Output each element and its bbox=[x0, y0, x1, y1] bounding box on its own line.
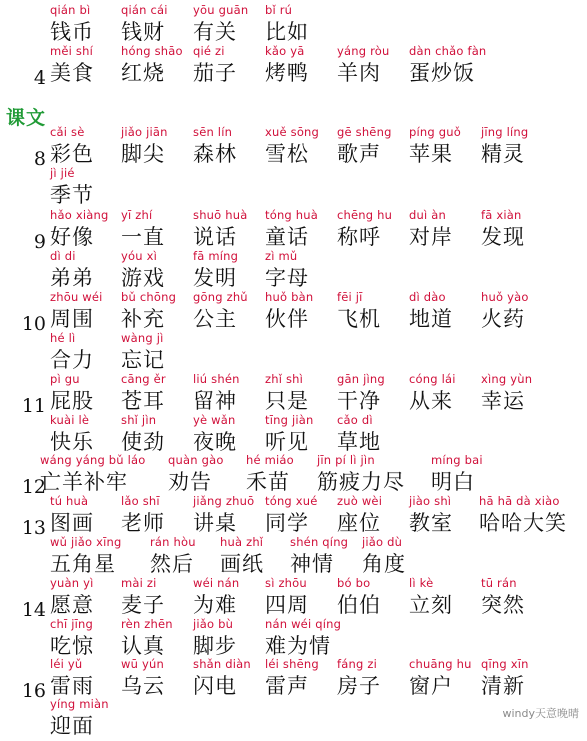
pinyin-label: fā xiàn bbox=[481, 208, 522, 222]
hanzi-word: 难为情 bbox=[265, 634, 331, 658]
pinyin-label: gān jìng bbox=[337, 372, 385, 386]
hanzi-word: 教室 bbox=[409, 511, 453, 535]
pinyin-label: kǎo yā bbox=[265, 44, 305, 58]
word-line bbox=[0, 657, 587, 701]
pinyin-label: qián cái bbox=[121, 3, 168, 17]
vocab-word bbox=[481, 208, 525, 250]
hanzi-word: 同学 bbox=[265, 511, 309, 535]
pinyin-label: hǎo xiàng bbox=[50, 208, 109, 222]
pinyin-label: sēn lín bbox=[193, 125, 233, 139]
pinyin-label: wǔ jiǎo xīng bbox=[50, 535, 122, 549]
vocab-word bbox=[50, 208, 108, 250]
vocab-word bbox=[50, 331, 94, 373]
pinyin-label: míng bai bbox=[431, 453, 483, 467]
vocab-word bbox=[121, 617, 173, 659]
lesson-number: 10 bbox=[21, 313, 46, 335]
hanzi-word: 苍耳 bbox=[121, 389, 165, 413]
hanzi-word: 合力 bbox=[50, 348, 94, 372]
hanzi-word: 脚尖 bbox=[121, 142, 165, 166]
vocab-word bbox=[409, 125, 461, 167]
pinyin-label: pì gu bbox=[50, 372, 80, 386]
vocab-word bbox=[50, 576, 94, 618]
vocab-word bbox=[50, 249, 94, 291]
pinyin-label: jiào shì bbox=[409, 494, 452, 508]
pinyin-label: fā míng bbox=[193, 249, 239, 263]
pinyin-label: zì mǔ bbox=[265, 249, 298, 263]
lesson-number: 14 bbox=[21, 599, 46, 621]
pinyin-label: shǐ jìn bbox=[121, 413, 157, 427]
pinyin-label: lì kè bbox=[409, 576, 434, 590]
hanzi-word: 羊肉 bbox=[337, 61, 381, 85]
hanzi-word: 座位 bbox=[337, 511, 381, 535]
hanzi-word: 明白 bbox=[431, 470, 475, 494]
pinyin-label: jiǎo bù bbox=[193, 617, 234, 631]
pinyin-label: wéi nán bbox=[193, 576, 240, 590]
pinyin-label: gōng zhǔ bbox=[193, 290, 248, 304]
pinyin-label: yóu xì bbox=[121, 249, 157, 263]
pinyin-label: liú shén bbox=[193, 372, 240, 386]
vocab-word bbox=[265, 576, 309, 618]
vocab-word bbox=[317, 453, 405, 495]
pinyin-label: shuō huà bbox=[193, 208, 248, 222]
pinyin-label: wáng yáng bǔ láo bbox=[40, 453, 146, 467]
pinyin-label: qián bì bbox=[50, 3, 91, 17]
hanzi-word: 比如 bbox=[265, 20, 309, 44]
vocab-word bbox=[265, 3, 309, 45]
word-line bbox=[0, 166, 587, 210]
pinyin-label: kuài lè bbox=[50, 413, 90, 427]
hanzi-word: 字母 bbox=[265, 266, 309, 290]
vocab-word bbox=[246, 453, 294, 495]
pinyin-label: jì jié bbox=[50, 166, 75, 180]
hanzi-word: 老师 bbox=[121, 511, 165, 535]
hanzi-word: 精灵 bbox=[481, 142, 525, 166]
vocab-word bbox=[290, 535, 348, 577]
lesson-number: 11 bbox=[21, 395, 46, 417]
hanzi-word: 清新 bbox=[481, 674, 525, 698]
word-line bbox=[0, 249, 587, 293]
vocab-word bbox=[265, 125, 319, 167]
word-line bbox=[0, 453, 587, 497]
section-title: 课文 bbox=[6, 107, 47, 129]
hanzi-word: 伙伴 bbox=[265, 307, 309, 331]
hanzi-word: 图画 bbox=[50, 511, 94, 535]
vocab-word bbox=[409, 494, 453, 536]
pinyin-label: qīng xīn bbox=[481, 657, 529, 671]
lesson-number: 4 bbox=[33, 67, 46, 89]
hanzi-word: 称呼 bbox=[337, 225, 381, 249]
vocab-word bbox=[121, 657, 165, 699]
pinyin-label: tóng xué bbox=[265, 494, 318, 508]
vocab-word bbox=[337, 44, 390, 86]
pinyin-label: chī jīng bbox=[50, 617, 94, 631]
lesson-number: 16 bbox=[21, 680, 46, 702]
pinyin-label: shén qíng bbox=[290, 535, 349, 549]
vocab-word bbox=[121, 331, 165, 373]
vocab-word bbox=[50, 166, 94, 208]
vocab-word bbox=[409, 576, 453, 618]
vocab-word bbox=[193, 413, 237, 455]
vocab-word bbox=[121, 249, 165, 291]
hanzi-word: 游戏 bbox=[121, 266, 165, 290]
hanzi-word: 茄子 bbox=[193, 61, 237, 85]
hanzi-word: 四周 bbox=[265, 593, 309, 617]
pinyin-label: lǎo shī bbox=[121, 494, 160, 508]
pinyin-label: yíng miàn bbox=[50, 697, 109, 711]
pinyin-label: qié zi bbox=[193, 44, 225, 58]
hanzi-word: 好像 bbox=[50, 225, 94, 249]
vocab-word bbox=[50, 125, 94, 167]
hanzi-word: 补充 bbox=[121, 307, 165, 331]
hanzi-word: 有关 bbox=[193, 20, 237, 44]
pinyin-label: xìng yùn bbox=[481, 372, 533, 386]
hanzi-word: 发现 bbox=[481, 225, 525, 249]
hanzi-word: 弟弟 bbox=[50, 266, 94, 290]
pinyin-label: huǒ bàn bbox=[265, 290, 314, 304]
word-line bbox=[0, 535, 587, 579]
hanzi-word: 童话 bbox=[265, 225, 309, 249]
hanzi-word: 愿意 bbox=[50, 593, 94, 617]
pinyin-label: sì zhōu bbox=[265, 576, 307, 590]
word-line bbox=[0, 44, 587, 88]
hanzi-word: 对岸 bbox=[409, 225, 453, 249]
pinyin-label: tīng jiàn bbox=[265, 413, 314, 427]
pinyin-label: hóng shāo bbox=[121, 44, 183, 58]
pinyin-label: wàng jì bbox=[121, 331, 164, 345]
vocab-word bbox=[193, 290, 248, 332]
vocab-word bbox=[265, 617, 341, 659]
vocab-word bbox=[121, 494, 165, 536]
vocab-word bbox=[193, 125, 237, 167]
vocab-word bbox=[481, 657, 529, 699]
hanzi-word: 忘记 bbox=[121, 348, 165, 372]
hanzi-word: 脚步 bbox=[193, 634, 237, 658]
pinyin-label: cóng lái bbox=[409, 372, 456, 386]
pinyin-label: cāng ěr bbox=[121, 372, 166, 386]
vocab-word bbox=[481, 125, 528, 167]
hanzi-word: 歌声 bbox=[337, 142, 381, 166]
pinyin-label: zhǐ shì bbox=[265, 372, 304, 386]
lesson-number: 9 bbox=[33, 231, 46, 253]
pinyin-label: huǒ yào bbox=[481, 290, 529, 304]
hanzi-word: 周围 bbox=[50, 307, 94, 331]
vocab-word bbox=[50, 657, 94, 699]
pinyin-label: cǎo dì bbox=[337, 413, 373, 427]
vocab-word bbox=[121, 125, 168, 167]
hanzi-word: 快乐 bbox=[50, 430, 94, 454]
pinyin-label: fēi jī bbox=[337, 290, 363, 304]
hanzi-word: 吃惊 bbox=[50, 634, 94, 658]
hanzi-word: 雷雨 bbox=[50, 674, 94, 698]
vocab-word bbox=[193, 3, 248, 45]
hanzi-word: 乌云 bbox=[121, 674, 165, 698]
vocab-word bbox=[337, 290, 381, 332]
vocab-word bbox=[265, 494, 318, 536]
hanzi-word: 房子 bbox=[337, 674, 381, 698]
hanzi-word: 幸运 bbox=[481, 389, 525, 413]
hanzi-word: 烤鸭 bbox=[265, 61, 309, 85]
vocab-word bbox=[193, 372, 240, 414]
vocab-word bbox=[121, 3, 168, 45]
hanzi-word: 从来 bbox=[409, 389, 453, 413]
hanzi-word: 禾苗 bbox=[246, 470, 290, 494]
vocab-word bbox=[168, 453, 224, 495]
vocab-word bbox=[50, 617, 94, 659]
lesson-number: 13 bbox=[21, 517, 46, 539]
vocab-word bbox=[409, 290, 453, 332]
vocab-word bbox=[479, 494, 567, 536]
hanzi-word: 屁股 bbox=[50, 389, 94, 413]
pinyin-label: zuò wèi bbox=[337, 494, 383, 508]
hanzi-word: 闪电 bbox=[193, 674, 237, 698]
hanzi-word: 苹果 bbox=[409, 142, 453, 166]
vocab-word bbox=[409, 372, 456, 414]
pinyin-label: bǔ chōng bbox=[121, 290, 177, 304]
vocab-word bbox=[150, 535, 196, 577]
vocab-word bbox=[121, 290, 176, 332]
pinyin-label: tū rán bbox=[481, 576, 517, 590]
vocab-word bbox=[337, 208, 392, 250]
pinyin-label: jīn pí lì jìn bbox=[317, 453, 375, 467]
hanzi-word: 一直 bbox=[121, 225, 165, 249]
lesson-number: 12 bbox=[21, 476, 46, 498]
hanzi-word: 公主 bbox=[193, 307, 237, 331]
word-line bbox=[0, 697, 587, 741]
pinyin-label: shǎn diàn bbox=[193, 657, 251, 671]
vocab-word bbox=[220, 535, 264, 577]
word-line bbox=[0, 413, 587, 457]
pinyin-label: xuě sōng bbox=[265, 125, 320, 139]
hanzi-word: 地道 bbox=[409, 307, 453, 331]
vocab-word bbox=[50, 372, 94, 414]
pinyin-label: hā hā dà xiào bbox=[479, 494, 560, 508]
vocab-word bbox=[337, 372, 385, 414]
vocab-word bbox=[265, 657, 319, 699]
pinyin-label: chuāng hu bbox=[409, 657, 472, 671]
hanzi-word: 美食 bbox=[50, 61, 94, 85]
pinyin-label: nán wéi qíng bbox=[265, 617, 342, 631]
hanzi-word: 钱财 bbox=[121, 20, 165, 44]
hanzi-word: 使劲 bbox=[121, 430, 165, 454]
word-line bbox=[0, 3, 587, 47]
pinyin-label: rán hòu bbox=[150, 535, 196, 549]
vocab-word bbox=[337, 494, 382, 536]
pinyin-label: léi shēng bbox=[265, 657, 319, 671]
vocab-word bbox=[265, 44, 309, 86]
vocab-word bbox=[409, 657, 472, 699]
word-line bbox=[0, 494, 587, 538]
pinyin-label: fáng zi bbox=[337, 657, 377, 671]
word-line bbox=[0, 290, 587, 334]
hanzi-word: 角度 bbox=[362, 552, 406, 576]
vocab-word bbox=[337, 576, 381, 618]
word-line bbox=[0, 331, 587, 375]
vocab-word bbox=[481, 576, 525, 618]
pinyin-label: hé miáo bbox=[246, 453, 294, 467]
hanzi-word: 彩色 bbox=[50, 142, 94, 166]
hanzi-word: 森林 bbox=[193, 142, 237, 166]
hanzi-word: 哈哈大笑 bbox=[479, 511, 567, 535]
vocab-word bbox=[265, 413, 313, 455]
vocab-word bbox=[121, 372, 166, 414]
pinyin-label: dì dào bbox=[409, 290, 446, 304]
pinyin-label: yōu guān bbox=[193, 3, 249, 17]
vocab-word bbox=[121, 44, 183, 86]
watermark: windy天意晚晴 bbox=[502, 707, 579, 720]
pinyin-label: chēng hu bbox=[337, 208, 393, 222]
vocab-word bbox=[40, 453, 146, 495]
word-line bbox=[0, 617, 587, 661]
pinyin-label: píng guǒ bbox=[409, 125, 461, 139]
vocab-word bbox=[409, 208, 453, 250]
vocab-word bbox=[50, 535, 121, 577]
hanzi-word: 立刻 bbox=[409, 593, 453, 617]
vocab-word bbox=[265, 208, 318, 250]
vocab-word bbox=[362, 535, 406, 577]
vocab-word bbox=[265, 290, 313, 332]
word-line bbox=[0, 372, 587, 416]
vocab-word bbox=[337, 657, 381, 699]
vocab-word bbox=[193, 494, 254, 536]
vocab-word bbox=[409, 44, 486, 86]
vocab-word bbox=[265, 372, 309, 414]
hanzi-word: 季节 bbox=[50, 183, 94, 207]
vocab-word bbox=[193, 44, 237, 86]
pinyin-label: jiǎo dù bbox=[362, 535, 403, 549]
hanzi-word: 飞机 bbox=[337, 307, 381, 331]
vocab-word bbox=[193, 657, 251, 699]
hanzi-word: 雷声 bbox=[265, 674, 309, 698]
pinyin-label: yī zhí bbox=[121, 208, 153, 222]
pinyin-label: dì di bbox=[50, 249, 76, 263]
hanzi-word: 然后 bbox=[150, 552, 194, 576]
pinyin-label: tóng huà bbox=[265, 208, 319, 222]
hanzi-word: 讲桌 bbox=[193, 511, 237, 535]
hanzi-word: 为难 bbox=[193, 593, 237, 617]
hanzi-word: 干净 bbox=[337, 389, 381, 413]
pinyin-label: huà zhǐ bbox=[220, 535, 264, 549]
pinyin-label: gē shēng bbox=[337, 125, 392, 139]
hanzi-word: 雪松 bbox=[265, 142, 309, 166]
vocab-word bbox=[121, 576, 165, 618]
vocab-word bbox=[265, 249, 309, 291]
hanzi-word: 神情 bbox=[290, 552, 334, 576]
vocab-word bbox=[50, 494, 94, 536]
pinyin-label: yè wǎn bbox=[193, 413, 236, 427]
hanzi-word: 火药 bbox=[481, 307, 525, 331]
hanzi-word: 留神 bbox=[193, 389, 237, 413]
hanzi-word: 说话 bbox=[193, 225, 237, 249]
hanzi-word: 只是 bbox=[265, 389, 309, 413]
hanzi-word: 迎面 bbox=[50, 714, 94, 738]
vocab-word bbox=[50, 413, 94, 455]
pinyin-label: bó bo bbox=[337, 576, 371, 590]
hanzi-word: 筋疲力尽 bbox=[317, 470, 405, 494]
word-line bbox=[0, 208, 587, 252]
lesson-number: 8 bbox=[33, 148, 46, 170]
pinyin-label: yuàn yì bbox=[50, 576, 94, 590]
pinyin-label: jiǎng zhuō bbox=[193, 494, 255, 508]
pinyin-label: mài zi bbox=[121, 576, 157, 590]
word-line bbox=[0, 576, 587, 620]
pinyin-label: léi yǔ bbox=[50, 657, 83, 671]
pinyin-label: dàn chǎo fàn bbox=[409, 44, 487, 58]
hanzi-word: 伯伯 bbox=[337, 593, 381, 617]
pinyin-label: jīng líng bbox=[481, 125, 529, 139]
word-line bbox=[0, 125, 587, 169]
hanzi-word: 亡羊补牢 bbox=[40, 470, 128, 494]
hanzi-word: 窗户 bbox=[409, 674, 453, 698]
vocab-word bbox=[50, 290, 103, 332]
vocab-word bbox=[50, 3, 94, 45]
pinyin-label: měi shí bbox=[50, 44, 94, 58]
pinyin-label: yáng ròu bbox=[337, 44, 390, 58]
hanzi-word: 钱币 bbox=[50, 20, 94, 44]
vocab-word bbox=[121, 413, 165, 455]
vocab-word bbox=[193, 208, 247, 250]
pinyin-label: rèn zhēn bbox=[121, 617, 173, 631]
hanzi-word: 红烧 bbox=[121, 61, 165, 85]
vocab-word bbox=[50, 44, 94, 86]
hanzi-word: 蛋炒饭 bbox=[409, 61, 475, 85]
hanzi-word: 劝告 bbox=[168, 470, 212, 494]
vocab-word bbox=[121, 208, 165, 250]
vocab-word bbox=[193, 576, 239, 618]
hanzi-word: 夜晚 bbox=[193, 430, 237, 454]
vocab-word bbox=[481, 372, 532, 414]
vocab-word bbox=[337, 413, 381, 455]
pinyin-label: quàn gào bbox=[168, 453, 224, 467]
hanzi-word: 突然 bbox=[481, 593, 525, 617]
vocab-word bbox=[337, 125, 392, 167]
pinyin-label: duì àn bbox=[409, 208, 446, 222]
vocab-word bbox=[193, 617, 237, 659]
pinyin-label: tú huà bbox=[50, 494, 89, 508]
vocab-word bbox=[193, 249, 238, 291]
pinyin-label: zhōu wéi bbox=[50, 290, 103, 304]
hanzi-word: 认真 bbox=[121, 634, 165, 658]
pinyin-label: jiǎo jiān bbox=[121, 125, 168, 139]
pinyin-label: wū yún bbox=[121, 657, 164, 671]
hanzi-word: 五角星 bbox=[50, 552, 116, 576]
hanzi-word: 听见 bbox=[265, 430, 309, 454]
vocab-word bbox=[481, 290, 529, 332]
vocab-word bbox=[50, 697, 109, 739]
vocab-word bbox=[431, 453, 483, 495]
hanzi-word: 发明 bbox=[193, 266, 237, 290]
pinyin-label: bǐ rú bbox=[265, 3, 293, 17]
hanzi-word: 画纸 bbox=[220, 552, 264, 576]
pinyin-label: cǎi sè bbox=[50, 125, 85, 139]
hanzi-word: 麦子 bbox=[121, 593, 165, 617]
hanzi-word: 草地 bbox=[337, 430, 381, 454]
pinyin-label: hé lì bbox=[50, 331, 76, 345]
